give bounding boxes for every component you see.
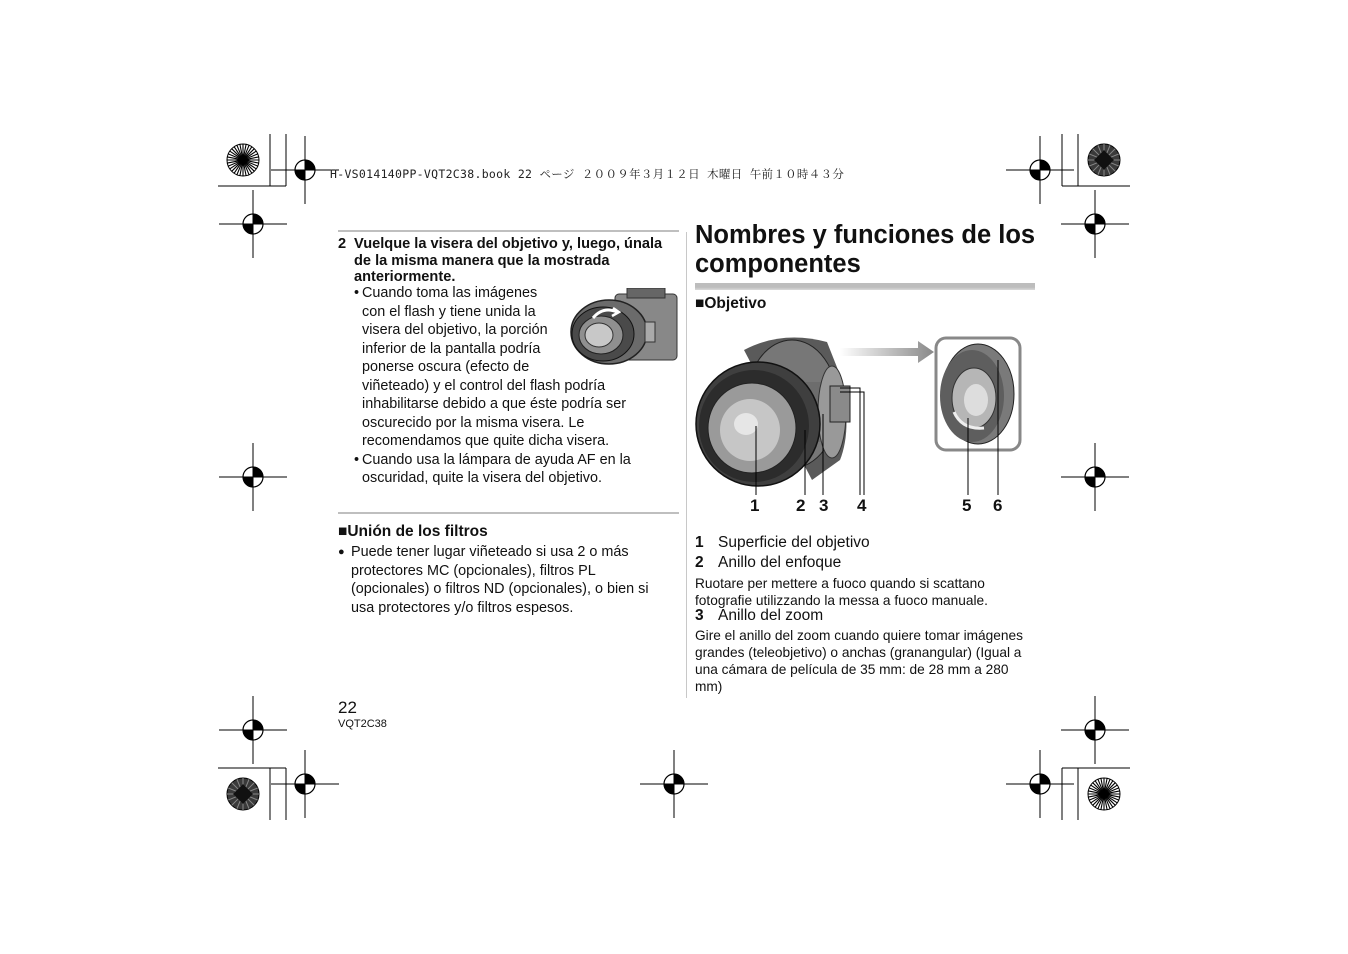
file-header-line: H-VS014140PP-VQT2C38.book 22 ページ ２００９年３月１２日 木曜日 午前１０時４３分 — [330, 167, 845, 181]
callout-1: 1 — [750, 496, 760, 515]
step-2 — [338, 236, 683, 286]
page-number: 22 — [338, 698, 357, 717]
step-text: Vuelque la visera del objetivo y, luego, únala de la misma manera que la mostrada anteriormente. — [354, 236, 663, 286]
lens-section-heading: ■Objetivo — [695, 295, 767, 312]
top-rule-left — [338, 230, 679, 232]
step-notes — [354, 284, 684, 488]
note-text-2: Cuando usa la lámpara de ayuda AF en la oscuridad, quite la visera del objetivo. — [362, 451, 631, 486]
document-code: VQT2C38 — [338, 718, 387, 730]
filters-text: Puede tener lugar viñeteado si usa 2 o más protectores MC (opcionales), filtros PL (opcionales) o filtros ND (opcionales), o bien si usa protectores y/o filtros espesos. — [351, 544, 649, 616]
camera-lens-hood-illustration — [565, 288, 680, 366]
part-2-description: Ruotare per mettere a fuoco quando si scattano fotografie utilizzando la messa a fuoco manuale. — [695, 576, 988, 608]
callout-6: 6 — [993, 496, 1003, 515]
part-2: 2 Anillo del enfoque — [695, 554, 842, 571]
filters-text-block — [338, 543, 670, 617]
filled-bullet: ● — [338, 546, 345, 558]
note-bullet-1: • Cuando toma las imágenes con el flash y tiene unida la visera del objetivo, la porción inferior de la pantalla podría ponerse oscura (efecto de viñeteado) y el control del flash podría inhabilitarse debido a que éste podría ser oscurecido por la misma visera. Le recomendamos que quite dicha visera. — [354, 284, 684, 451]
callout-4: 4 — [857, 496, 867, 515]
lens-diagram — [692, 330, 1032, 505]
part-1: 1 Superficie del objetivo — [695, 534, 870, 551]
part-3-description: Gire el anillo del zoom cuando quiere tomar imágenes grandes (teleobjetivo) o anchas (granangular) (Igual a una cámara de película de 35 mm: de 28 mm a 280 mm) — [695, 628, 1023, 694]
callout-2: 2 — [796, 496, 806, 515]
title-underline-bar — [695, 283, 1035, 290]
filters-heading: ■Unión de los filtros — [338, 523, 488, 540]
note-bullet-2: • Cuando usa la lámpara de ayuda AF en la oscuridad, quite la visera del objetivo. — [354, 451, 631, 486]
step-number: 2 — [338, 236, 347, 252]
part-3: 3 Anillo del zoom — [695, 607, 824, 624]
filters-rule — [338, 512, 679, 514]
callout-3: 3 — [819, 496, 829, 515]
note-text-1: Cuando toma las imágenes con el flash y tiene unida la visera del objetivo, la porción inferior de la pantalla podría ponerse oscura (efecto de viñeteado) y el control del flash podría inhabilitarse debido a que éste podría ser oscurecido por la misma visera. Le recomendamos que quite dicha visera. — [362, 285, 627, 449]
page-title: Nombres y funciones de los componentes — [695, 221, 1036, 278]
callout-5: 5 — [962, 496, 972, 515]
column-divider — [686, 232, 687, 698]
